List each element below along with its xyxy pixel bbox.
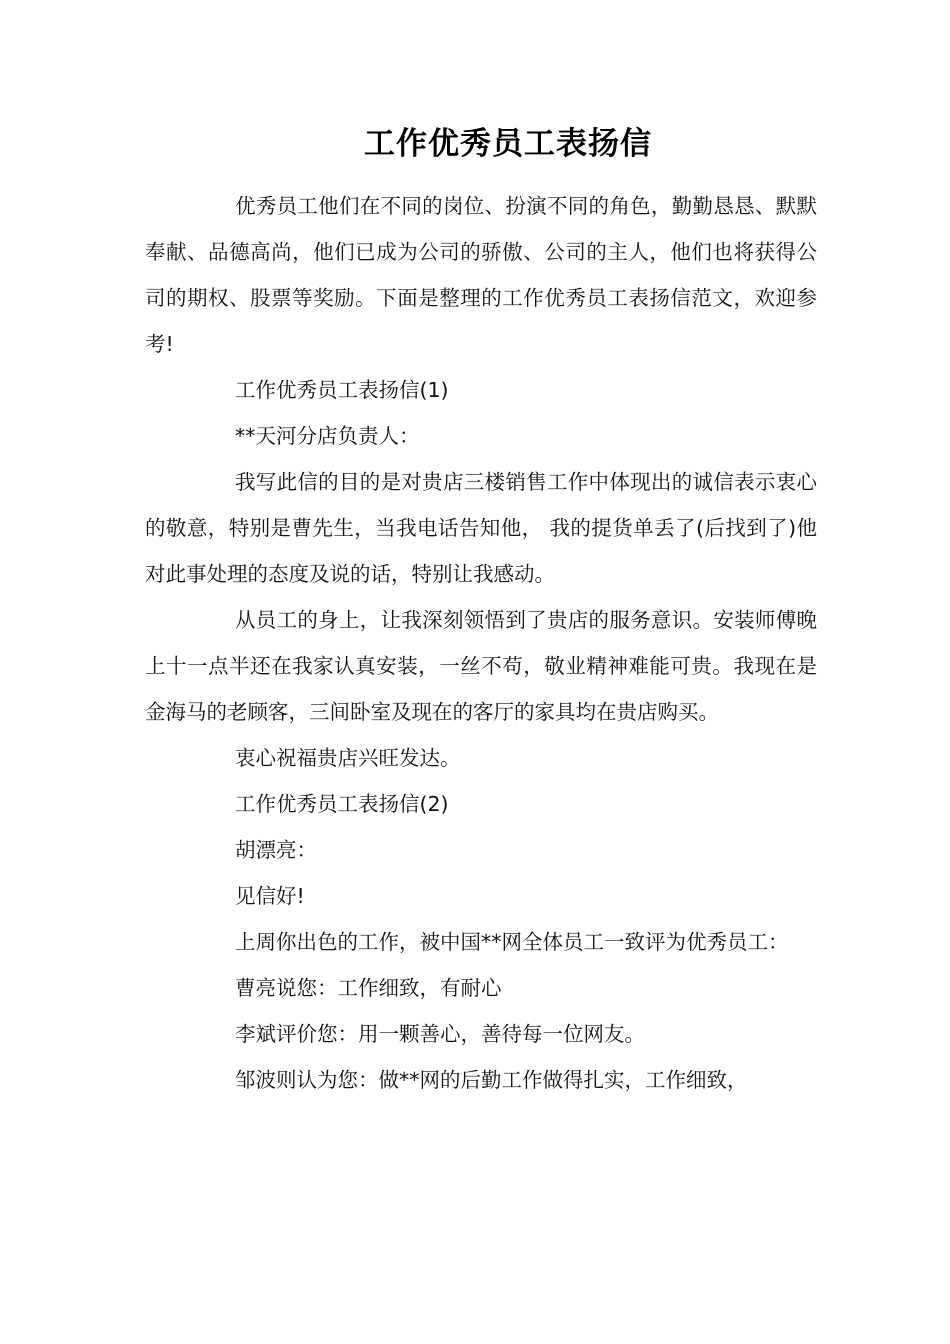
letter-2-comment-2: 李斌评价您：用一颗善心，善待每一位网友。 [235, 1022, 645, 1046]
letter-2-paragraph-1: 上周你出色的工作，被中国**网全体员工一致评为优秀员工： [235, 930, 789, 954]
letter-2-salutation: 胡漂亮： [235, 838, 317, 862]
letter-1-closing: 衷心祝福贵店兴旺发达。 [235, 746, 461, 770]
letter-1-salutation: **天河分店负责人： [235, 424, 420, 448]
letter-1-paragraph-1: 我写此信的目的是对贵店三楼销售工作中体现出的诚信表示衷心的敬意，特别是曹先生，当我电话告知他， 我的提货单丢了(后找到了)他对此事处理的态度及说的话，特别让我感动。 [145, 470, 817, 586]
letter-1-paragraph-2: 从员工的身上，让我深刻领悟到了贵店的服务意识。安装师傅晚上十一点半还在我家认真安装，一丝不苟，敬业精神难能可贵。我现在是金海马的老顾客，三间卧室及现在的客厅的家具均在贵店购买。 [145, 608, 817, 724]
letter-2-comment-3: 邹波则认为您：做**网的后勤工作做得扎实，工作细致， [235, 1068, 748, 1092]
document-title: 工作优秀员工表扬信 [364, 126, 652, 162]
intro-paragraph: 优秀员工他们在不同的岗位、扮演不同的角色，勤勤恳恳、默默奉献、品德高尚，他们已成为公司的骄傲、公司的主人，他们也将获得公司的期权、股票等奖励。下面是整理的工作优秀员工表扬信范文，欢迎参考! [145, 194, 817, 356]
letter-2-heading: 工作优秀员工表扬信(2) [235, 792, 449, 816]
document-body [145, 183, 817, 1103]
letter-2-greeting: 见信好! [235, 884, 305, 908]
letter-2-comment-1: 曹亮说您：工作细致，有耐心 [235, 976, 502, 1000]
letter-1-heading: 工作优秀员工表扬信(1) [235, 378, 449, 402]
